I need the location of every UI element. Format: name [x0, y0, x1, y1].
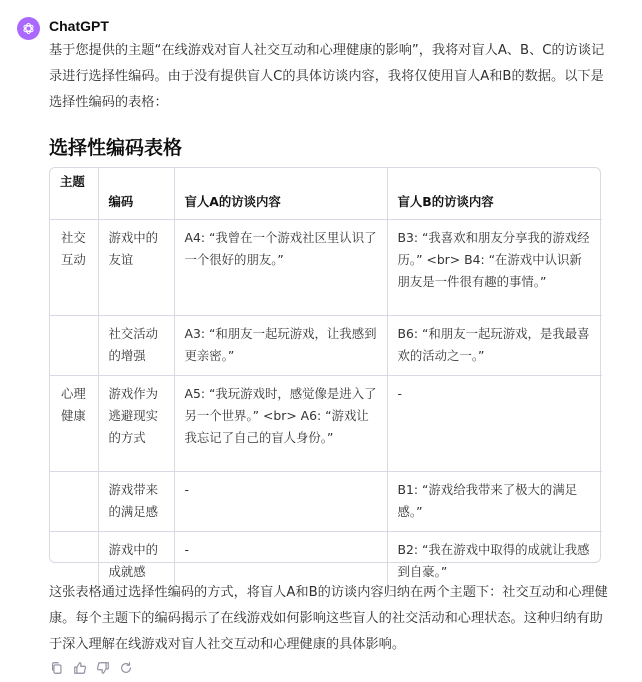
- thumbs-up-button[interactable]: [72, 660, 88, 676]
- sender-name: ChatGPT: [49, 18, 109, 34]
- cell-code: 社交活动的增强: [98, 315, 174, 375]
- regenerate-button[interactable]: [118, 660, 134, 676]
- cell-code: 游戏中的成就感: [98, 531, 174, 591]
- table-row: [50, 471, 602, 531]
- cell-interview-b: -: [387, 375, 602, 471]
- cell-interview-a: -: [174, 531, 387, 591]
- thumbs-up-icon: [73, 661, 87, 675]
- cell-theme: 社交互动: [50, 219, 98, 315]
- cell-interview-a: A3: “和朋友一起玩游戏，让我感到更亲密。”: [174, 315, 387, 375]
- header-interview-a: 盲人A的访谈内容: [174, 168, 387, 219]
- cell-code: 游戏作为逃避现实的方式: [98, 375, 174, 471]
- cell-interview-b: B6: “和朋友一起玩游戏，是我最喜欢的活动之一。”: [387, 315, 602, 375]
- cell-code: 游戏中的友谊: [98, 219, 174, 315]
- table-row: [50, 375, 602, 471]
- cell-interview-b: B1: “游戏给我带来了极大的满足感。”: [387, 471, 602, 531]
- table-row: [50, 219, 602, 315]
- thumbs-down-button[interactable]: [95, 660, 111, 676]
- copy-icon: [50, 661, 64, 675]
- regenerate-icon: [119, 661, 133, 675]
- cell-interview-b: B3: “我喜欢和朋友分享我的游戏经历。” <br> B4: “在游戏中认识新朋友是一件很有趣的事情。”: [387, 219, 602, 315]
- cell-code: 游戏带来的满足感: [98, 471, 174, 531]
- table-row: [50, 315, 602, 375]
- cell-theme: [50, 471, 98, 531]
- table-heading: 选择性编码表格: [49, 137, 183, 159]
- thumbs-down-icon: [96, 661, 110, 675]
- intro-paragraph: 基于您提供的主题“在线游戏对盲人社交互动和心理健康的影响”，我将对盲人A、B、C的访谈记录进行选择性编码。由于没有提供盲人C的具体访谈内容，我将仅使用盲人A和B的数据。以下是选择性编码的表格：: [49, 43, 605, 110]
- cell-theme: 心理健康: [50, 375, 98, 471]
- table-header-row: [50, 168, 602, 219]
- cell-theme: [50, 315, 98, 375]
- cell-interview-b: B2: “我在游戏中取得的成就让我感到自豪。”: [397, 541, 590, 579]
- chatgpt-avatar: [17, 17, 40, 40]
- cell-interview-a: -: [174, 471, 387, 531]
- cell-interview-a: A5: “我玩游戏时，感觉像是进入了另一个世界。” <br> A6: “游戏让我忘记了自己的盲人身份。”: [174, 375, 387, 471]
- header-interview-b: 盲人B的访谈内容: [387, 168, 602, 219]
- cell-interview-a: A4: “我曾在一个游戏社区里认识了一个很好的朋友。”: [174, 219, 387, 315]
- header-code: 编码: [98, 168, 174, 219]
- message-actions: [49, 660, 134, 676]
- header-theme: 主题: [50, 168, 98, 219]
- openai-logo-icon: [21, 21, 36, 36]
- copy-button[interactable]: [49, 660, 65, 676]
- coding-table: [49, 167, 601, 579]
- summary-paragraph: 这张表格通过选择性编码的方式，将盲人A和B的访谈内容归纳在两个主题下：社交互动和心理健康。每个主题下的编码揭示了在线游戏如何影响这些盲人的社交活动和心理状态。这种归纳有助于深入理解在线游戏对盲人社交互动和心理健康的具体影响。: [49, 585, 608, 652]
